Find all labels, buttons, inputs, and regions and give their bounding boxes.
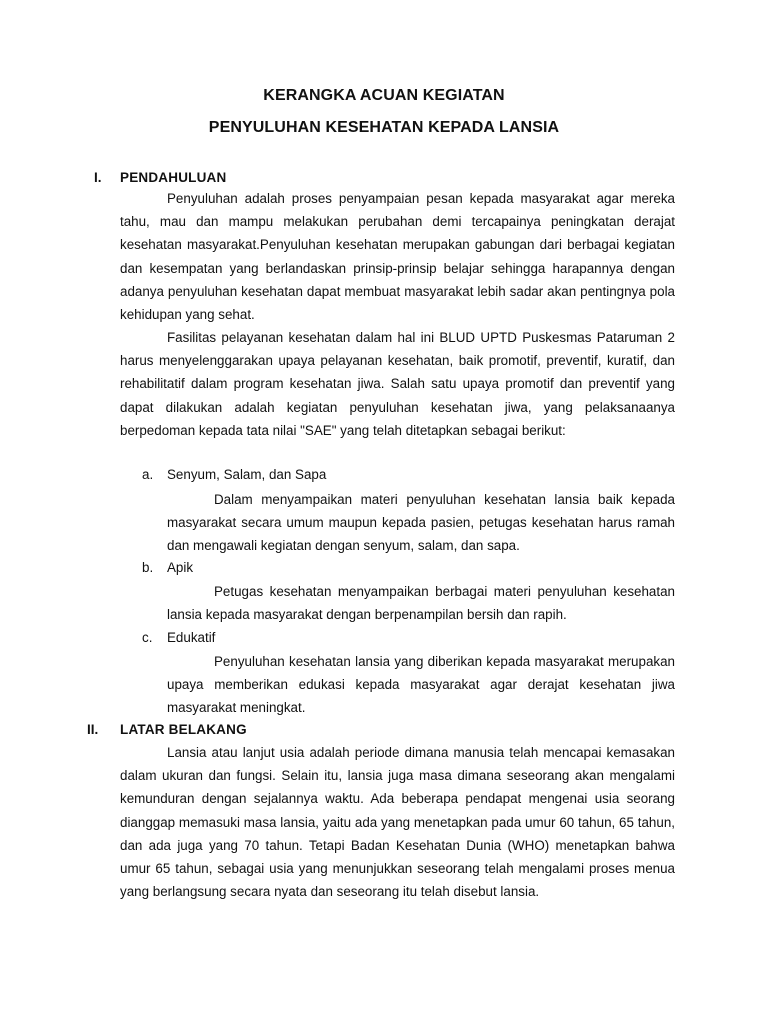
list-item-a-text: Dalam menyampaikan materi penyuluhan kesehatan lansia baik kepada masyarakat secara umum maupun kepada pasien, petugas kesehatan harus ramah dan mengawali kegiatan dengan senyum, salam, dan sapa. [167,492,675,554]
list-item-c-heading: Edukatif [167,630,216,645]
list-item-a-letter: a. [142,467,154,482]
section-2-heading: LATAR BELAKANG [120,722,247,737]
section-2-number: II. [87,722,99,737]
section-1-heading: PENDAHULUAN [120,170,227,185]
list-item-c-text: Penyuluhan kesehatan lansia yang diberikan kepada masyarakat merupakan upaya memberikan edukasi kepada masyarakat agar derajat kesehatan jiwa masyarakat meningkat. [167,654,675,716]
list-item-c-letter: c. [142,630,153,645]
section-1-number: I. [94,170,102,185]
list-item-b-heading: Apik [167,560,194,575]
list-item-a-heading: Senyum, Salam, dan Sapa [167,467,327,482]
document-subtitle: PENYULUHAN KESEHATAN KEPADA LANSIA [208,119,560,136]
list-item-b-text: Petugas kesehatan menyampaikan berbagai materi penyuluhan kesehatan lansia kepada masyarakat dengan berpenampilan bersih dan rapih. [167,584,675,623]
document-title: KERANGKA ACUAN KEGIATAN [263,87,505,104]
section-2-paragraph-1: Lansia atau lanjut usia adalah periode dimana manusia telah mencapai kemasakan dalam ukuran dan fungsi. Selain itu, lansia juga masa dimana seseorang akan mengalami kemunduran dengan sejalannya waktu. Ada beberapa pendapat mengenai usia seorang dianggap memasuki masa lansia, yaitu ada yang menetapkan pada umur 60 tahun, 65 tahun, dan ada juga yang 70 tahun. Tetapi Badan Kesehatan Dunia (WHO) menetapkan bahwa umur 65 tahun, sebagai usia yang menunjukkan seseorang telah mengalami proses menua yang berlangsung secara nyata dan seseorang itu telah disebut lansia. [120,745,675,900]
section-1-paragraph-1: Penyuluhan adalah proses penyampaian pesan kepada masyarakat agar mereka tahu, mau dan mampu melakukan perubahan demi tercapainya peningkatan derajat kesehatan masyarakat.Penyuluhan kesehatan merupakan gabungan dari berbagai kegiatan dan kesempatan yang berlandaskan prinsip-prinsip belajar sehingga harapannya dengan adanya penyuluhan kesehatan dapat membuat masyarakat lebih sadar akan pentingnya pola kehidupan yang sehat. [120,191,675,323]
section-1-paragraph-2: Fasilitas pelayanan kesehatan dalam hal ini BLUD UPTD Puskesmas Pataruman 2 harus menyelenggarakan upaya pelayanan kesehatan, baik promotif, preventif, kuratif, dan rehabilitatif dalam program kesehatan jiwa. Salah satu upaya promotif dan preventif yang dapat dilakukan adalah kegiatan penyuluhan kesehatan jiwa, yang pelaksanaanya berpedoman kepada tata nilai "SAE" yang telah ditetapkan sebagai berikut: [120,330,675,438]
list-item-b-letter: b. [142,560,154,575]
